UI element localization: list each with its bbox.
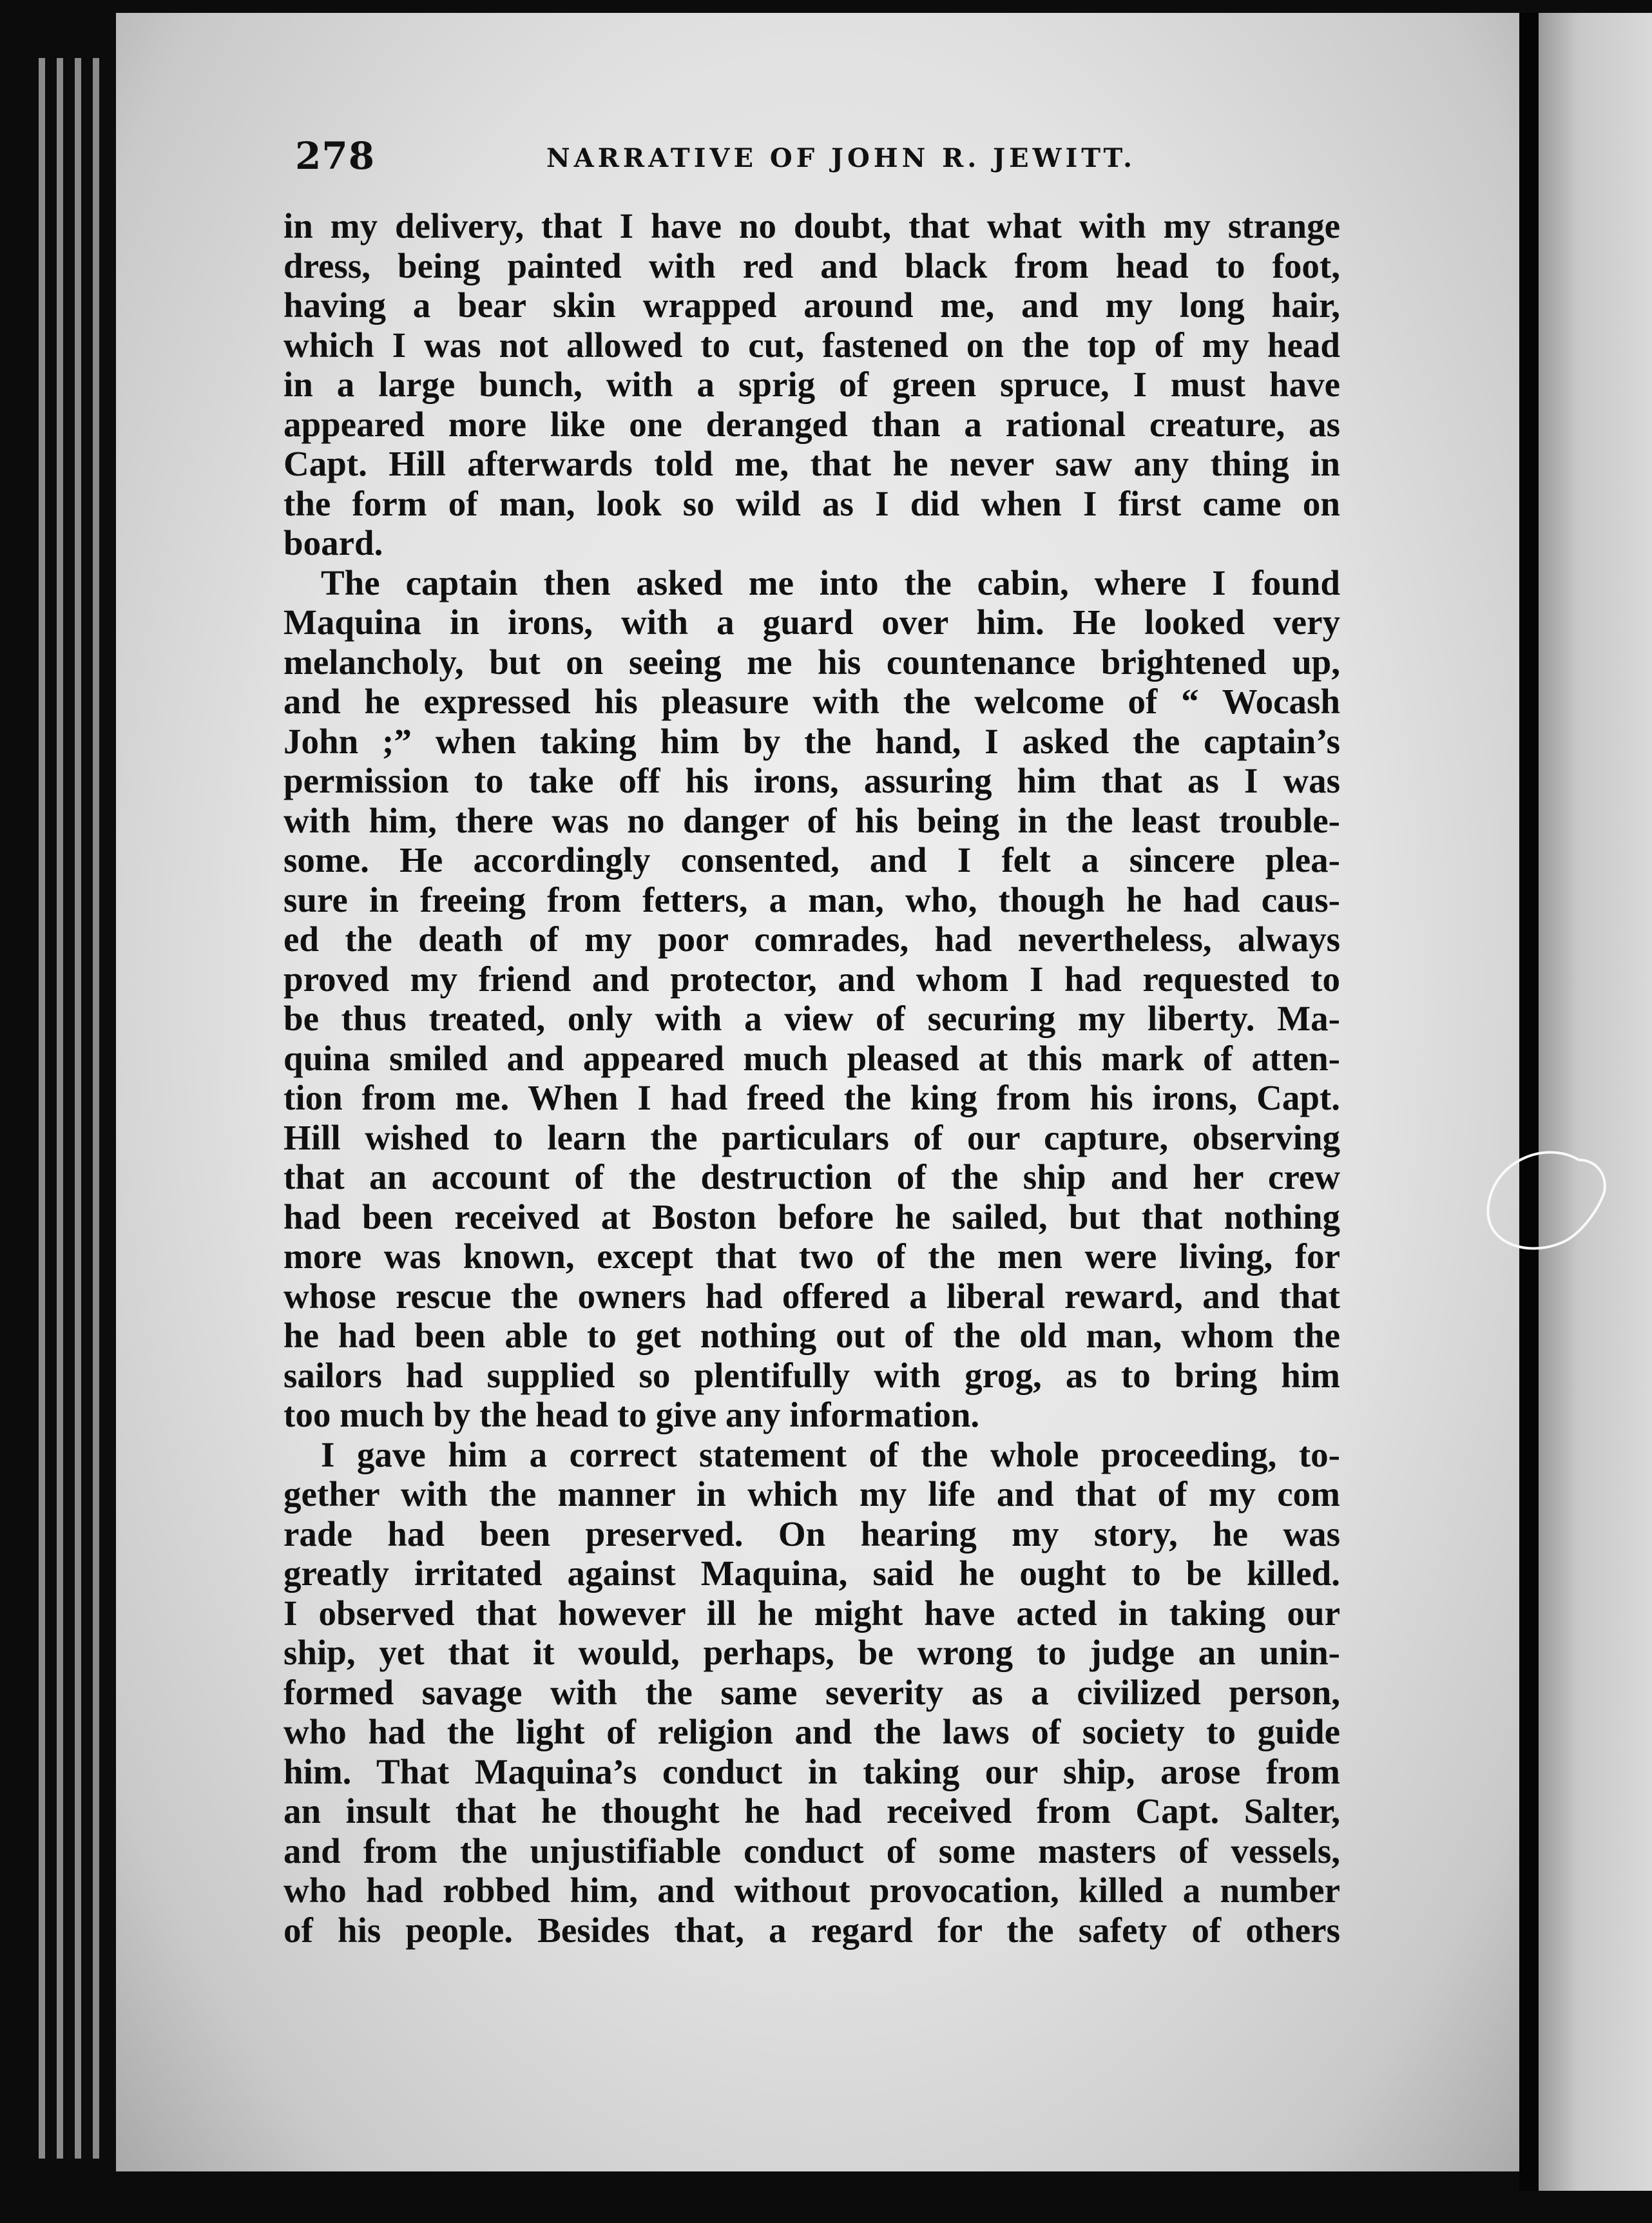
running-header bbox=[295, 134, 1300, 192]
paragraph-2 bbox=[283, 563, 1340, 1435]
text-line: and he expressed his pleasure with the welcome of “ Wocash bbox=[283, 682, 1340, 721]
running-title: NARRATIVE OF JOHN R. JEWITT. bbox=[546, 143, 1137, 173]
text-line: quina smiled and appeared much pleased at this mark of atten- bbox=[283, 1038, 1340, 1078]
text-line: more was known, except that two of the men were living, for bbox=[283, 1237, 1340, 1276]
text-line: Hill wished to learn the particulars of our capture, observing bbox=[283, 1117, 1340, 1157]
text-line: having a bear skin wrapped around me, and my long hair, bbox=[283, 285, 1340, 325]
text-line: an insult that he thought he had received from Capt. Salter, bbox=[283, 1791, 1340, 1831]
text-line: of his people. Besides that, a regard for the safety of others bbox=[283, 1910, 1340, 1950]
text-line: dress, being painted with red and black from head to foot, bbox=[283, 245, 1340, 285]
page-number: 278 bbox=[295, 134, 376, 178]
text-line: whose rescue the owners had offered a liberal reward, and that bbox=[283, 1276, 1340, 1316]
text-line: board. bbox=[283, 523, 383, 563]
text-line: tion from me. When I had freed the king from his irons, Capt. bbox=[283, 1078, 1340, 1117]
text-line: which I was not allowed to cut, fastened on the top of my head bbox=[283, 325, 1340, 365]
body-text bbox=[283, 206, 1340, 1950]
text-line: too much by the head to give any information. bbox=[283, 1395, 980, 1434]
text-line: melancholy, but on seeing me his countenance brightened up, bbox=[283, 642, 1340, 682]
text-line: and from the unjustifiable conduct of some masters of vessels, bbox=[283, 1831, 1340, 1871]
text-line: some. He accordingly consented, and I felt a sincere plea- bbox=[283, 840, 1340, 880]
book-gutter bbox=[1519, 13, 1539, 2191]
text-line: proved my friend and protector, and whom I had requested to bbox=[283, 959, 1340, 999]
text-line: that an account of the destruction of the ship and her crew bbox=[283, 1157, 1340, 1197]
text-line: had been received at Boston before he sailed, but that nothing bbox=[283, 1197, 1340, 1237]
text-line: with him, there was no danger of his being in the least trouble- bbox=[283, 800, 1340, 840]
text-line: ed the death of my poor comrades, had nevertheless, always bbox=[283, 919, 1340, 959]
page-edge bbox=[39, 58, 45, 2159]
text-line: gether with the manner in which my life and that of my com bbox=[283, 1474, 1340, 1514]
text-line: sailors had supplied so plentifully with grog, as to bring him bbox=[283, 1355, 1340, 1395]
text-line: in a large bunch, with a sprig of green spruce, I must have bbox=[283, 365, 1340, 404]
text-line: appeared more like one deranged than a rational creature, as bbox=[283, 404, 1340, 444]
pencil-circle-mark bbox=[1469, 1134, 1611, 1276]
text-line: John ;” when taking him by the hand, I asked the captain’s bbox=[283, 721, 1340, 761]
text-line: formed savage with the same severity as a civilized person, bbox=[283, 1672, 1340, 1712]
paragraph-1 bbox=[283, 206, 1340, 563]
text-line: greatly irritated against Maquina, said he ought to be killed. bbox=[283, 1554, 1340, 1593]
facing-page-edge bbox=[1539, 13, 1652, 2191]
text-line: him. That Maquina’s conduct in taking our ship, arose from bbox=[283, 1751, 1340, 1791]
text-line: who had robbed him, and without provocation, killed a number bbox=[283, 1871, 1340, 1910]
page-edge bbox=[93, 58, 99, 2159]
text-line: Capt. Hill afterwards told me, that he never saw any thing in bbox=[283, 444, 1340, 483]
text-line: in my delivery, that I have no doubt, that what with my strange bbox=[283, 206, 1340, 245]
page-edge bbox=[75, 58, 81, 2159]
text-line: rade had been preserved. On hearing my story, he was bbox=[283, 1514, 1340, 1554]
page-edge bbox=[57, 58, 63, 2159]
text-line: he had been able to get nothing out of the old man, whom the bbox=[283, 1316, 1340, 1355]
text-line: the form of man, look so wild as I did when I first came on bbox=[283, 483, 1340, 523]
text-line: who had the light of religion and the laws of society to guide bbox=[283, 1712, 1340, 1751]
text-line: Maquina in irons, with a guard over him. He looked very bbox=[283, 602, 1340, 642]
text-line: permission to take off his irons, assuring him that as I was bbox=[283, 761, 1340, 800]
text-line: be thus treated, only with a view of securing my liberty. Ma- bbox=[283, 999, 1340, 1038]
text-line: The captain then asked me into the cabin, where I found bbox=[321, 563, 1340, 602]
text-line: I observed that however ill he might have acted in taking our bbox=[283, 1593, 1340, 1633]
text-line: sure in freeing from fetters, a man, who, though he had caus- bbox=[283, 880, 1340, 919]
paragraph-3 bbox=[283, 1435, 1340, 1950]
text-line: ship, yet that it would, perhaps, be wrong to judge an unin- bbox=[283, 1633, 1340, 1672]
text-line: I gave him a correct statement of the whole proceeding, to- bbox=[321, 1434, 1340, 1474]
